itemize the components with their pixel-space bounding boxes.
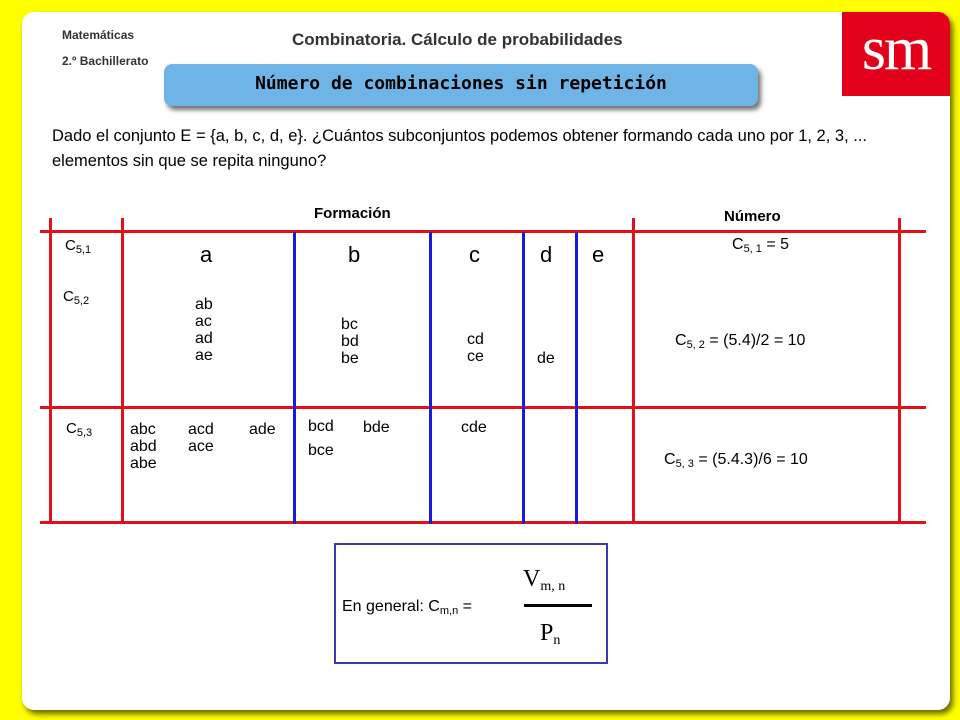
column-divider-d-e	[575, 232, 578, 524]
pairs-c-list	[467, 331, 484, 365]
pair-be: be	[341, 350, 359, 367]
pair-bd: bd	[341, 333, 359, 350]
triple-abd: abd	[130, 438, 157, 455]
logo-text: sm	[861, 15, 931, 83]
triple-bce: bce	[308, 442, 334, 459]
column-divider-b-c	[429, 232, 432, 524]
pairs-a-list	[195, 296, 213, 364]
label-column-divider	[121, 218, 124, 524]
triple-ace: ace	[188, 438, 214, 455]
number-c52: $C_{5, 2} = (5.4)/2 = 10$	[675, 332, 806, 351]
element-b: b	[348, 242, 361, 267]
question-text: Dado el conjunto E = {a, b, c, d, e}. ¿Cuántos subconjuntos podemos obtener formando cada uno por 1, 2, 3, ... elementos sin que se repita ninguno?	[52, 127, 867, 170]
pair-ac: ac	[195, 313, 212, 330]
element-a: a	[200, 242, 213, 267]
subject-label	[62, 22, 148, 74]
section-banner	[164, 64, 758, 106]
column-divider-c-d	[522, 232, 525, 524]
number-c53: $C_{5, 3} = (5.4.3)/6 = 10$	[664, 451, 808, 470]
row-label-c52: $C_{5,2}$	[63, 288, 90, 307]
subject-line-1: Matemáticas	[62, 28, 135, 42]
row-label-c51: $C_{5,1}$	[65, 237, 92, 256]
table-bottom-line	[40, 521, 926, 524]
sm-logo	[842, 12, 950, 96]
number-c51: $C_{5, 1} = 5$	[732, 236, 790, 255]
banner-title: Número de combinaciones sin repetición	[255, 73, 667, 94]
header-formacion: Formación	[314, 205, 391, 222]
pair-cd: cd	[467, 331, 484, 348]
topic-title: Combinatoria. Cálculo de probabilidades	[292, 30, 623, 49]
triple-bde: bde	[363, 419, 390, 436]
triples-ab-list	[130, 421, 157, 472]
subject-line-2: 2.º Bachillerato	[62, 54, 149, 68]
general-formula-label: En general: $C_{m,n}$ =	[342, 598, 472, 617]
number-column-divider	[632, 218, 635, 524]
element-d: d	[540, 242, 553, 267]
column-divider-a-b	[293, 232, 296, 524]
header-numero: Número	[724, 208, 781, 225]
pair-ad: ad	[195, 330, 213, 347]
triple-ade: ade	[249, 421, 276, 438]
table-middle-line	[40, 406, 926, 409]
element-e: e	[592, 242, 605, 267]
pair-de: de	[537, 350, 555, 367]
triple-acd: acd	[188, 421, 214, 438]
triples-bc-list	[308, 415, 334, 463]
triples-ac-list	[188, 421, 214, 455]
triple-cde: cde	[461, 419, 487, 436]
triple-bcd: bcd	[308, 418, 334, 435]
fraction-denominator: $P_n$	[540, 620, 561, 648]
fraction-bar	[524, 604, 592, 607]
table-left-border	[49, 218, 52, 524]
fraction-numerator: $V_{m, n}$	[523, 566, 566, 594]
pair-bc: bc	[341, 316, 358, 333]
pair-ae: ae	[195, 347, 213, 364]
pair-ce: ce	[467, 348, 484, 365]
pairs-b-list	[341, 316, 359, 367]
row-label-c53: $C_{5,3}$	[66, 420, 93, 439]
table-right-border	[898, 218, 901, 524]
table-top-line	[40, 230, 926, 233]
pair-ab: ab	[195, 296, 213, 313]
element-c: c	[469, 242, 480, 267]
triple-abe: abe	[130, 455, 157, 472]
triple-abc: abc	[130, 421, 156, 438]
